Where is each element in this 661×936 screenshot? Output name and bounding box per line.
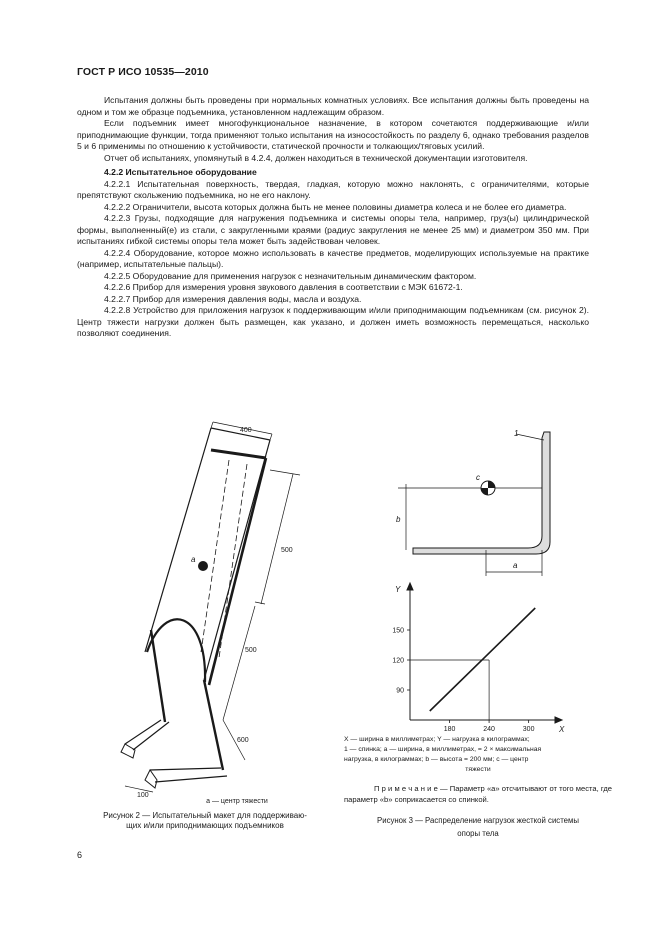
- legend-line: тяжести: [465, 766, 491, 773]
- list-item: 4.2.2.5 Оборудование для применения нагрузок с незначительным динамическим фактором.: [104, 270, 477, 281]
- series-line: [430, 608, 535, 711]
- paragraph: Отчет об испытаниях, упомянутый в 4.2.4, должен находиться в технической документации изготовителя.: [104, 152, 528, 163]
- y-axis-label: Y: [395, 585, 401, 594]
- list-item: 4.2.2.2 Ограничители, высота которых должна быть не менее половины диаметра колеса и не более его диаметра.: [104, 201, 567, 212]
- dim-line-upper: [261, 474, 293, 604]
- figure-3-legend: [344, 735, 612, 775]
- figure-3-caption-line2: опоры тела: [457, 829, 499, 838]
- y-tick-label: 90: [396, 687, 404, 695]
- y-tick-label: 120: [392, 657, 404, 665]
- backrest-profile: [413, 432, 550, 554]
- x-tick-label: 300: [522, 726, 535, 733]
- list-item: 4.2.2.4 Оборудование, которое можно использовать в качестве предметов, моделирующих используемые на практике (например, испытательные пальцы).: [77, 247, 589, 269]
- dim-label-middle: 500: [245, 647, 257, 654]
- y-tick-label: 150: [392, 627, 404, 635]
- back-top-bar: [211, 450, 266, 458]
- seat-left-rail: [151, 630, 165, 722]
- figure-2-caption-line1: Рисунок 2 — Испытательный макет для поддерживаю-: [103, 811, 307, 820]
- figure-3-caption-line1: Рисунок 3 — Распределение нагрузок жесткой системы: [377, 816, 579, 825]
- leader-1: [516, 434, 544, 440]
- y-axis-arrow: [407, 583, 413, 590]
- figure-3-profile: [378, 420, 578, 582]
- label-a: a: [513, 561, 518, 570]
- label-1: 1: [514, 429, 519, 438]
- x-axis-label: X: [559, 725, 565, 734]
- paragraph: Если подъемник имеет многофункциональное назначение, в котором сочетаются поддерживающие и/или приподнимающие функции, тогда применяют только испытания на износостойкость по разделу 6, однако требования разделов 5 и 6 применимы по отношению к устойчивости, статической прочности и толкающих/тяговых усилий.: [77, 118, 589, 151]
- dim-label-upper: 500: [281, 547, 293, 554]
- x-tick-label: 240: [483, 726, 495, 733]
- legend-line: 1 — спинка; a — ширина, в миллиметрах, = 2 × максимальная: [344, 746, 542, 753]
- legend-line: X — ширина в миллиметрах; Y — нагрузка в килограммах;: [344, 736, 530, 743]
- list-item: 4.2.2.7 Прибор для измерения давления воды, масла и воздуха.: [104, 293, 362, 304]
- figure-2-drawing: [95, 420, 335, 805]
- label-c: c: [476, 473, 480, 482]
- seat-right-rail: [204, 680, 223, 770]
- back-right-rail: [209, 458, 266, 685]
- page-header: ГОСТ Р ИСО 10535—2010: [77, 66, 209, 78]
- dim-label-lower: 600: [237, 737, 249, 744]
- x-axis-arrow: [555, 717, 562, 723]
- figure-3-note: П р и м е ч а н и е — Параметр «a» отсчитывают от того места, где параметр «b» соприкасается со спинкой.: [344, 784, 612, 804]
- center-of-gravity-mark: [198, 561, 208, 571]
- label-b: b: [396, 515, 401, 524]
- legend-line: нагрузка, в килограммах; b — высота = 200 мм; c — центр: [344, 756, 529, 763]
- back-right-edge: [204, 440, 270, 680]
- point-label-a: a: [191, 555, 196, 564]
- figure-3-chart: [380, 580, 580, 735]
- page-number: 6: [77, 850, 83, 860]
- x-tick-label: 180: [443, 726, 456, 733]
- list-item: 4.2.2.6 Прибор для измерения уровня звукового давления в соответствии с МЭК 61672-1.: [104, 282, 463, 292]
- list-item: 4.2.2.8 Устройство для приложения нагрузок к поддерживающим и/или приподнимающим подъемникам (см. рисунок 2). Центр тяжести нагрузки должен быть размещен, как указано, и должен иметь возможность перемещаться, насколько позволяют соединения.: [77, 305, 589, 338]
- figure-2-caption-line2: щих и/или приподнимающих подъемников: [126, 821, 284, 830]
- list-item: 4.2.2.1 Испытательная поверхность, твердая, гладкая, которую можно наклонять, с ограничителями, которые препятствуют скольжению подъемника, но не его наклону.: [77, 178, 589, 200]
- dim-label-top: 400: [240, 427, 252, 434]
- list-item: 4.2.2.3 Грузы, подходящие для нагружения подъемника и системы опоры тела, например, груз(ы) цилиндрической формы, выполненный(е) из стали, с закругленными краями (радиус закругления не менее 25 мм) и диаметром 350 мм. При испытаниях гибкой системы опоры тела может быть задействован человек.: [77, 213, 589, 246]
- body-text: [77, 95, 589, 340]
- dim-line-middle: [223, 606, 255, 720]
- seat-arch: [147, 619, 205, 682]
- dim-label-foot: 100: [137, 792, 149, 799]
- paragraph: Испытания должны быть проведены при нормальных комнатных условиях. Все испытания должны быть проведены на одном и том же образце подъемника, установленном надлежащим образом.: [77, 95, 589, 117]
- figure-3-caption: [344, 814, 612, 840]
- section-heading: 4.2.2 Испытательное оборудование: [104, 167, 257, 177]
- figure-2-legend: a — центр тяжести: [206, 798, 268, 805]
